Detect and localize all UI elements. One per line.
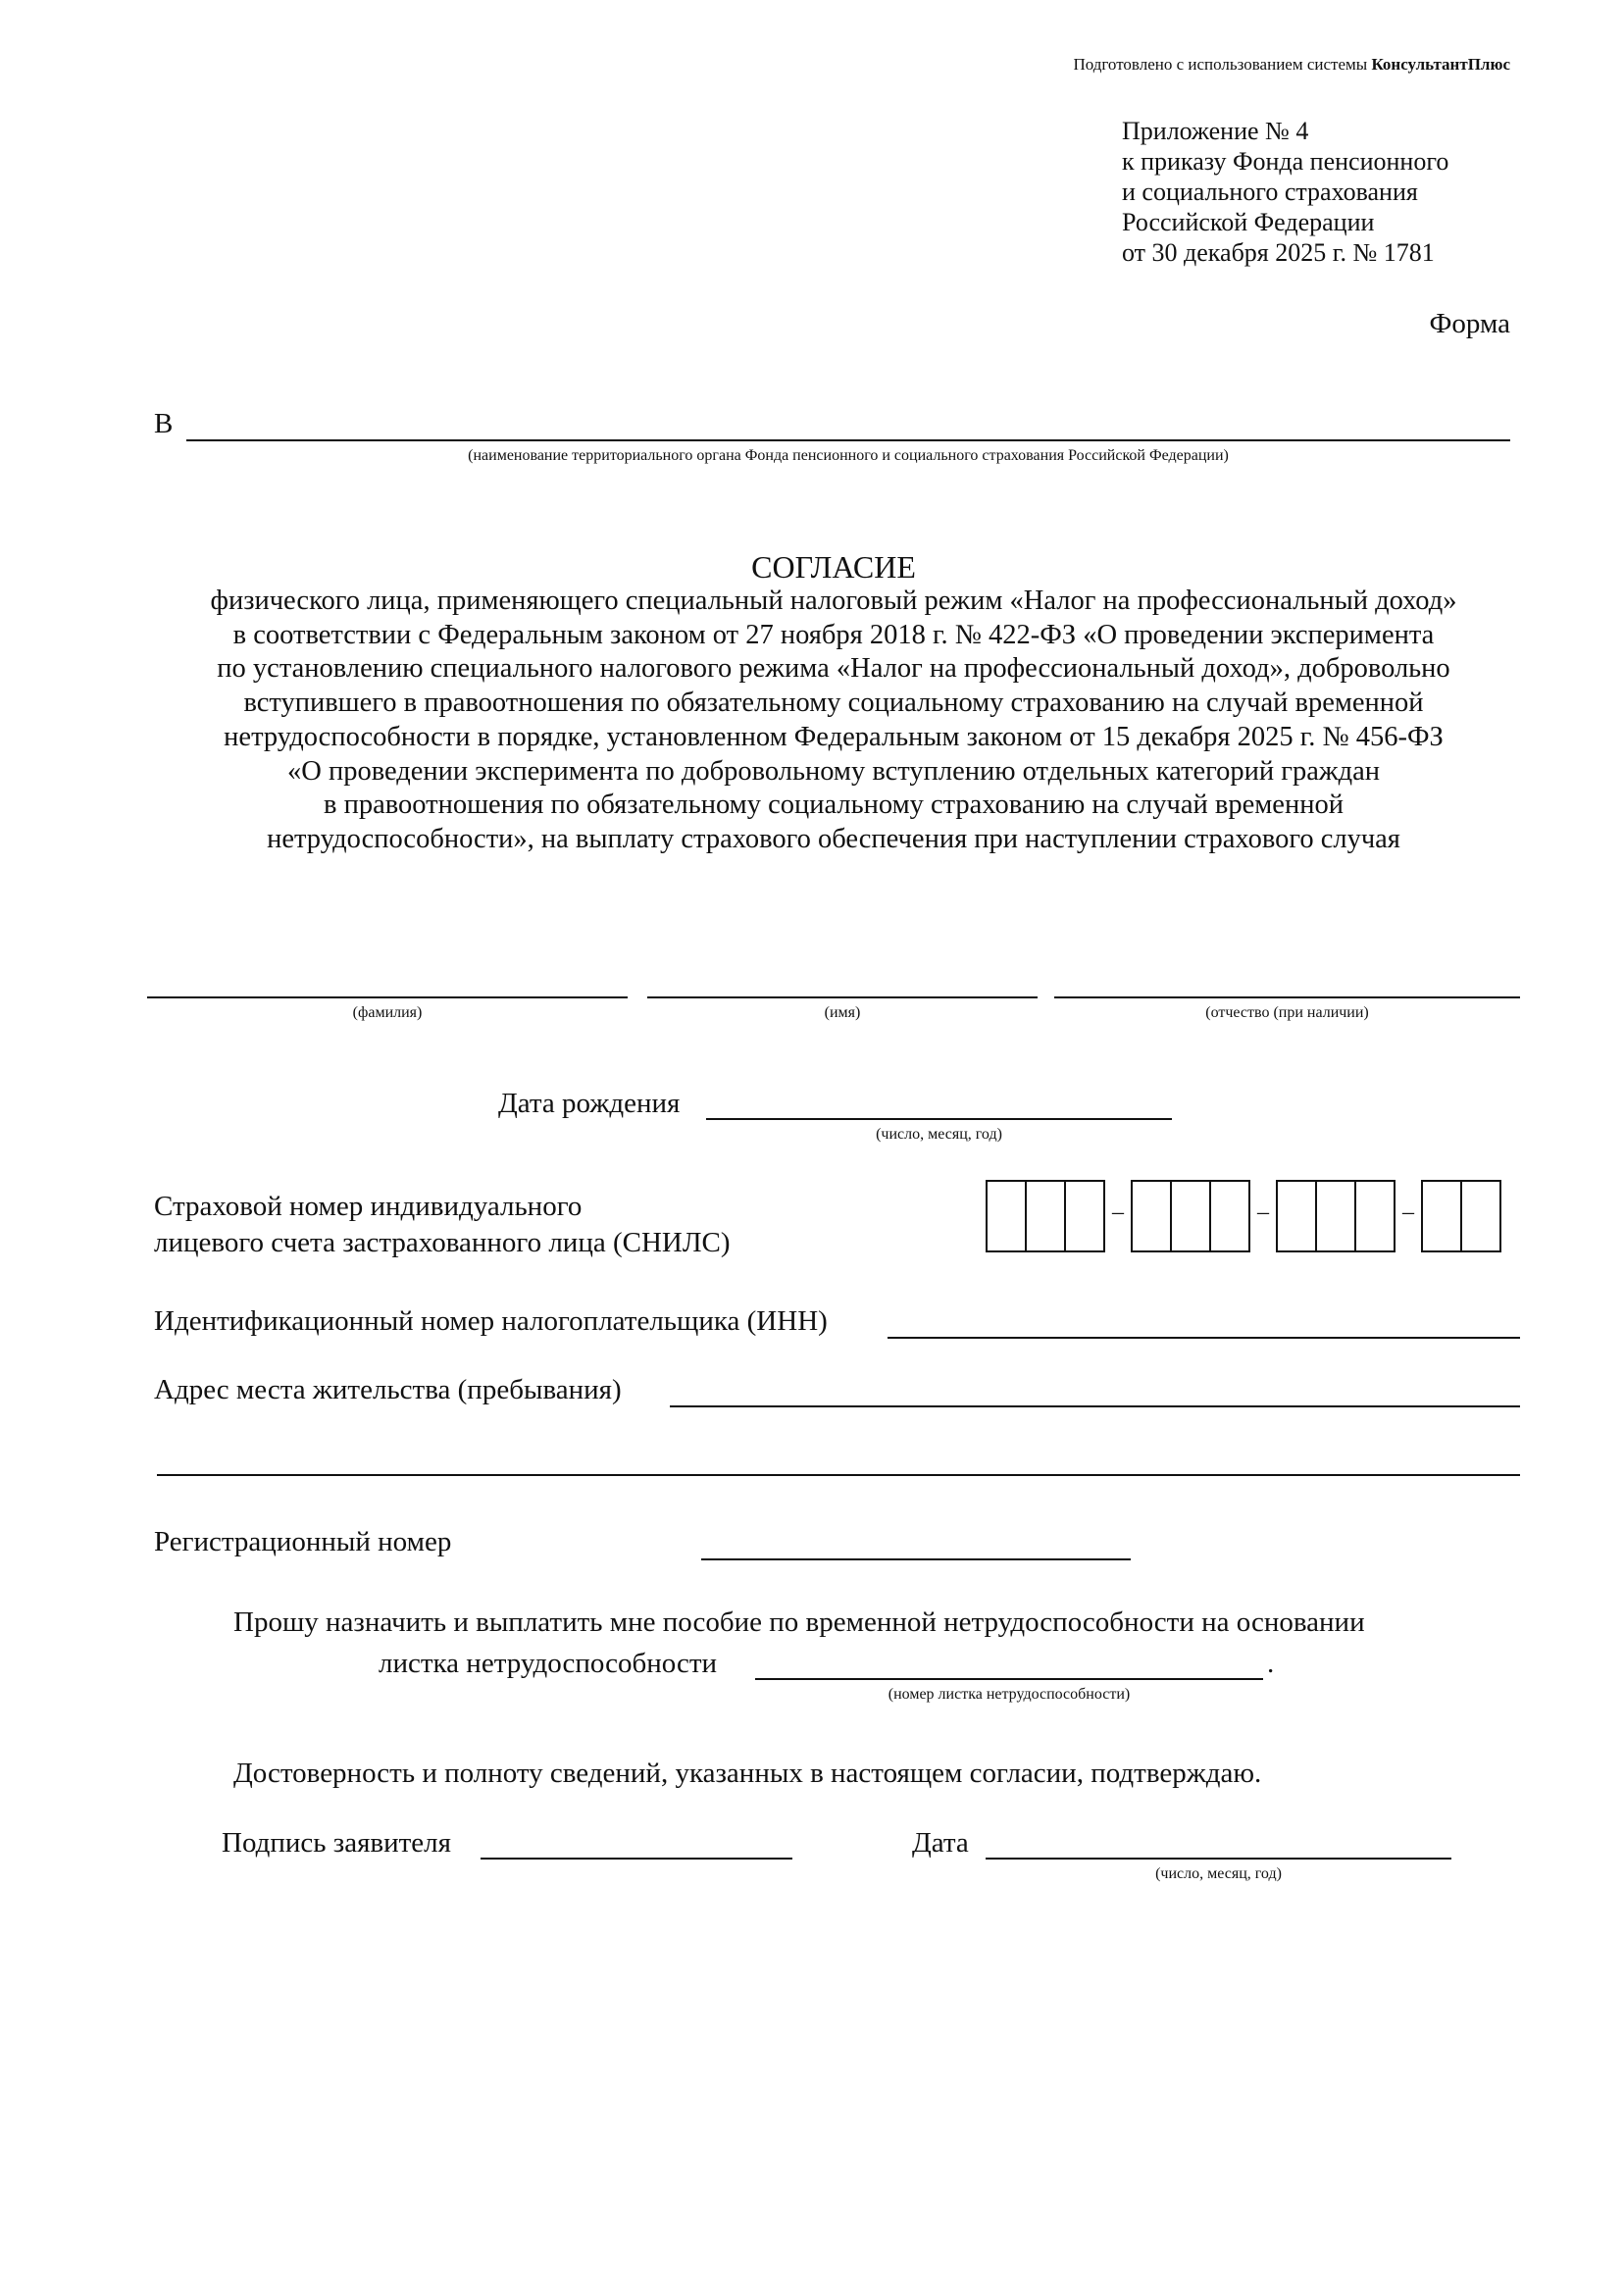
patronymic-field[interactable]: [1054, 996, 1520, 998]
appendix-line: от 30 декабря 2025 г. № 1781: [1122, 238, 1435, 267]
snils-digit-cell[interactable]: [1172, 1182, 1211, 1250]
surname-field[interactable]: [147, 996, 628, 998]
snils-input[interactable]: [986, 1180, 1501, 1252]
subtitle-line: в соответствии с Федеральным законом от 27 ноября 2018 г. № 422-ФЗ «О проведении эксперимента: [232, 619, 1435, 650]
signature-field[interactable]: [481, 1858, 792, 1860]
birth-date-caption: (число, месяц, год): [876, 1126, 1002, 1143]
subtitle-line: нетрудоспособности в порядке, установленном Федеральным законом от 15 декабря 2025 г. № 456-ФЗ: [224, 721, 1444, 752]
subtitle-line: «О проведении эксперимента по добровольному вступлению отдельных категорий граждан: [287, 755, 1380, 787]
subtitle-line: физического лица, применяющего специальный налоговый режим «Налог на профессиональный доход»: [210, 586, 1457, 616]
snils-digit-cell[interactable]: [1462, 1182, 1499, 1250]
snils-separator: –: [1402, 1199, 1414, 1225]
inn-field[interactable]: [888, 1337, 1520, 1339]
name-field[interactable]: [647, 996, 1038, 998]
form-label: Форма: [1429, 308, 1510, 339]
address-field-continued[interactable]: [157, 1474, 1520, 1476]
snils-digit-cell[interactable]: [1211, 1182, 1248, 1250]
recipient-field[interactable]: [186, 439, 1510, 441]
snils-separator: –: [1257, 1199, 1269, 1225]
patronymic-caption: (отчество (при наличии): [1205, 1004, 1369, 1021]
subtitle-line: в правоотношения по обязательному социальному страхованию на случай временной: [324, 790, 1344, 821]
snils-label-line2: лицевого счета застрахованного лица (СНИЛС): [154, 1227, 731, 1258]
snils-digit-cell[interactable]: [1027, 1182, 1066, 1250]
snils-digit-cell[interactable]: [1066, 1182, 1103, 1250]
inn-label: Идентификационный номер налогоплательщика (ИНН): [154, 1305, 828, 1337]
snils-group: [1276, 1180, 1396, 1252]
appendix-line: к приказу Фонда пенсионного: [1122, 147, 1449, 176]
snils-digit-cell[interactable]: [1317, 1182, 1356, 1250]
address-label: Адрес места жительства (пребывания): [154, 1374, 622, 1405]
document-subtitle: [118, 585, 1549, 857]
birth-date-label: Дата рождения: [498, 1088, 681, 1119]
recipient-caption: (наименование территориального органа Фонда пенсионного и социального страхования Российской Федерации): [468, 447, 1229, 464]
brand-name: КонсультантПлюс: [1371, 55, 1510, 74]
sick-leave-number-caption: (номер листка нетрудоспособности): [888, 1686, 1131, 1703]
reg-number-label: Регистрационный номер: [154, 1526, 452, 1557]
subtitle-line: по установлению специального налогового режима «Налог на профессиональный доход», добровольно: [217, 653, 1450, 685]
snils-digit-cell[interactable]: [1133, 1182, 1172, 1250]
appendix-line: и социального страхования: [1122, 178, 1418, 206]
snils-separator: –: [1112, 1199, 1124, 1225]
snils-group: [1421, 1180, 1501, 1252]
appendix-line: Российской Федерации: [1122, 208, 1375, 236]
surname-caption: (фамилия): [352, 1004, 423, 1021]
prepared-with-note: [1073, 55, 1510, 75]
appendix-block: [1122, 116, 1448, 268]
snils-digit-cell[interactable]: [1356, 1182, 1394, 1250]
snils-digit-cell[interactable]: [988, 1182, 1027, 1250]
signature-date-field[interactable]: [986, 1858, 1451, 1860]
snils-digit-cell[interactable]: [1278, 1182, 1317, 1250]
subtitle-line: вступившего в правоотношения по обязательному социальному страхованию на случай временной: [243, 688, 1424, 719]
signature-date-label: Дата: [912, 1827, 969, 1859]
subtitle-line: нетрудоспособности», на выплату страхового обеспечения при наступлении страхового случая: [267, 823, 1400, 854]
snils-group: [1131, 1180, 1250, 1252]
recipient-prefix: В: [154, 408, 174, 439]
snils-digit-cell[interactable]: [1423, 1182, 1462, 1250]
document-title: СОГЛАСИЕ: [751, 549, 916, 585]
address-field[interactable]: [670, 1405, 1520, 1407]
prepared-prefix: Подготовлено с использованием системы: [1073, 55, 1372, 74]
request-line1: Прошу назначить и выплатить мне пособие по временной нетрудоспособности на основании: [233, 1606, 1365, 1638]
request-end: .: [1267, 1648, 1275, 1679]
sick-leave-number-field[interactable]: [755, 1678, 1263, 1680]
reg-number-field[interactable]: [701, 1558, 1131, 1560]
snils-group: [986, 1180, 1105, 1252]
signature-label: Подпись заявителя: [222, 1827, 451, 1859]
appendix-line: Приложение № 4: [1122, 117, 1309, 145]
snils-label-line1: Страховой номер индивидуального: [154, 1191, 583, 1222]
name-caption: (имя): [824, 1004, 861, 1021]
birth-date-field[interactable]: [706, 1118, 1172, 1120]
signature-date-caption: (число, месяц, год): [1155, 1865, 1282, 1882]
confirmation-text: Достоверность и полноту сведений, указанных в настоящем согласии, подтверждаю.: [233, 1758, 1262, 1789]
request-line2: листка нетрудоспособности: [379, 1648, 718, 1679]
